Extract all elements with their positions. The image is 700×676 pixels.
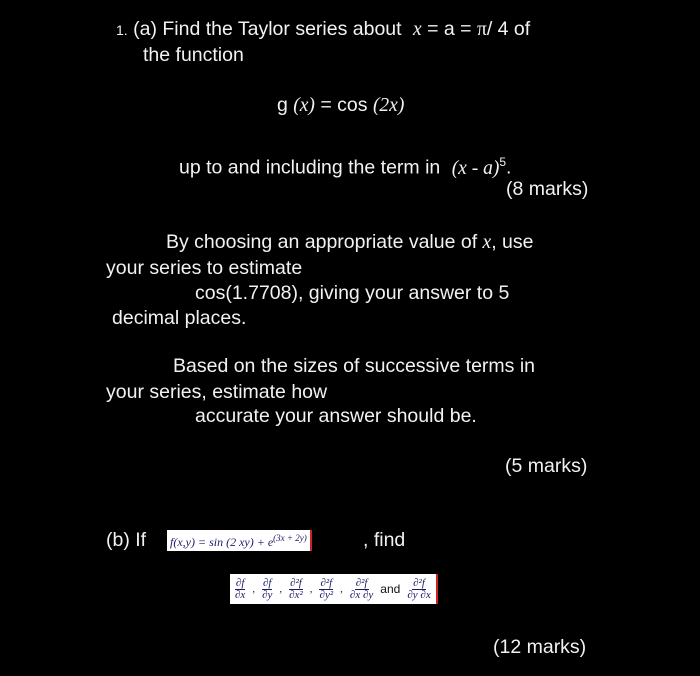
derivative-3: $\frac{\text{∂²f}}{\text{∂x²}}$ [289, 576, 303, 601]
paragraph-2-line-4: decimal places. [112, 307, 247, 329]
term-expression: (x - a) [451, 157, 500, 179]
up-to-line [179, 150, 511, 181]
derivative-4: $\frac{\text{∂²f}}{\text{∂y²}}$ [319, 576, 334, 601]
paragraph-3-line-3: accurate your answer should be. [195, 405, 477, 427]
paragraph-3-line-1: Based on the sizes of successive terms in [173, 355, 535, 377]
question-line-1 [116, 17, 530, 42]
term-period: . [506, 156, 512, 179]
formula-exponent: (3x + 2y) [273, 533, 307, 543]
marks-part-a-2: (5 marks) [505, 455, 588, 477]
function-name: g [277, 94, 288, 116]
part-b-suffix: , find [363, 529, 406, 551]
function-definition [277, 93, 404, 118]
paragraph-3-line-2: your series, estimate how [106, 381, 328, 403]
pi-symbol: π [476, 19, 487, 40]
formula-text: f(x,y) = sin (2 xy) + e [170, 535, 274, 549]
derivative-2: $\frac{\partial f}{\partial y}$ [262, 576, 273, 601]
derivative-5: $\frac{\text{∂²f}}{\partial x \partial y}$ [349, 576, 374, 601]
paragraph-2-line-1 [166, 230, 533, 255]
derivatives-list: $\frac{\partial f}{\partial x}$ , $\frac{\partial f}{\partial y}$ , $\frac{\text{∂²f}}{\text{∂x²}}$ , $\frac{\text{∂²f}}{\text{∂y²}}$ , $\frac{\text{∂²f}}{\partial x \partial y}$ and $\frac{\text{∂²f}}{\partial y \partial x}$ [230, 574, 438, 604]
x-variable: x [412, 19, 422, 40]
marks-part-b: (12 marks) [493, 636, 587, 658]
paragraph-2-line-2: your series to estimate [106, 257, 303, 279]
part-a-prefix: (a) Find the Taylor series about [133, 18, 402, 40]
derivative-1: $\frac{\partial f}{\partial x}$ [235, 576, 246, 601]
paragraph-2-line-3: cos(1.7708), giving your answer to 5 [195, 282, 510, 304]
derivative-6: $\frac{\text{∂²f}}{\partial y \partial x}$ [407, 576, 431, 601]
p2-line-1-suffix: , use [491, 231, 534, 253]
p2-line-1-text: By choosing an appropriate value of [166, 231, 478, 253]
function-argument: (x) [293, 95, 315, 116]
marks-part-a: (8 marks) [506, 178, 589, 200]
term-power: 5 [499, 155, 507, 169]
function-rhs: (2x) [372, 95, 405, 116]
over-four: / 4 of [486, 18, 531, 40]
and-word: and [380, 582, 401, 596]
question-line-2: the function [143, 44, 244, 66]
part-b-prefix: (b) If [106, 529, 147, 551]
up-to-text: up to and including the term in [179, 156, 441, 179]
part-b-formula [167, 530, 312, 551]
function-equals-cos: = cos [320, 94, 368, 116]
equals-a: = a = [427, 18, 472, 40]
p2-x-variable: x [482, 232, 492, 253]
question-number: 1. [116, 22, 128, 38]
